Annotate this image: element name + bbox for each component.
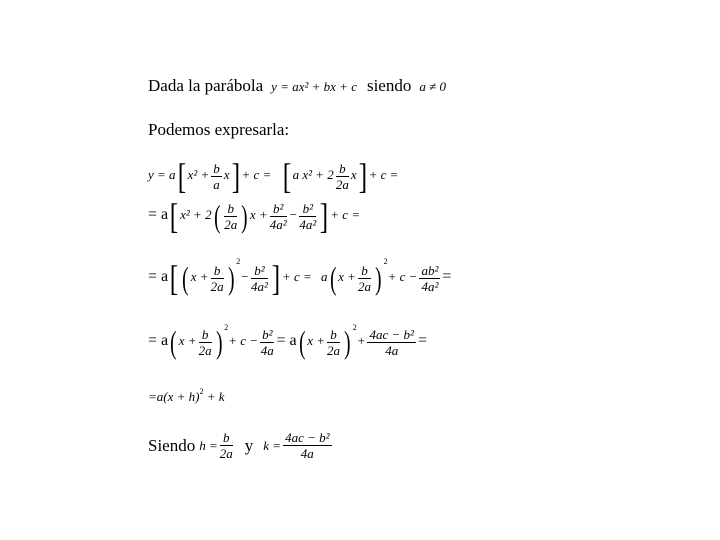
l3-b: x + xyxy=(190,268,209,284)
final-k-num: 4ac − b² xyxy=(285,430,330,445)
l3-close-paren: ) xyxy=(227,260,235,296)
l4-frac1-den: 2a xyxy=(198,342,212,358)
l4-a: = a xyxy=(148,331,169,349)
l1-c: x xyxy=(223,166,230,182)
final-line xyxy=(148,430,334,461)
l4-open-paren-2: ( xyxy=(298,324,306,360)
l1-d: + c = xyxy=(241,166,272,182)
l3-frac4 xyxy=(419,263,440,294)
l2-frac3 xyxy=(299,201,316,232)
l3-f: a xyxy=(321,268,328,284)
l3-close-bracket: ] xyxy=(271,258,281,298)
l4-open-paren: ( xyxy=(170,324,177,360)
l2-frac3-den: 4a² xyxy=(299,216,317,232)
l3-g: x + xyxy=(338,268,356,284)
l1-open-bracket: [ xyxy=(177,156,186,196)
l4-frac3-den: 2a xyxy=(327,342,341,358)
l1-frac1-num: b xyxy=(213,160,220,176)
l3-frac4-num: ab² xyxy=(421,262,439,278)
l1-frac1-den: a xyxy=(213,176,220,192)
intro-line xyxy=(148,77,446,95)
equation-line-4 xyxy=(148,323,427,360)
final-k-frac xyxy=(283,430,331,461)
equation-line-1 xyxy=(148,158,398,194)
l3-i: + c − xyxy=(387,268,418,284)
l1-g: x xyxy=(350,166,357,182)
l1-frac1 xyxy=(211,161,222,192)
l1-h: + c = xyxy=(368,166,399,182)
intro-condition: a ≠ 0 xyxy=(419,79,446,94)
l3-frac1-den: 2a xyxy=(210,278,224,294)
l3-j: = xyxy=(442,267,452,285)
l3-d: − xyxy=(240,268,250,284)
l4-e: = a xyxy=(276,331,297,349)
l3-frac1-num: b xyxy=(211,263,224,279)
l4-exp-2: 2 xyxy=(352,323,357,332)
l3-e: + c = xyxy=(281,268,312,284)
l3-frac2-den: 4a² xyxy=(251,278,268,294)
equation-line-5 xyxy=(148,387,225,404)
l2-frac1 xyxy=(224,201,237,232)
l1-b: x² + xyxy=(187,166,210,182)
l4-frac3 xyxy=(327,327,340,358)
l1-close-bracket-2: ] xyxy=(358,156,367,196)
l2-frac1-den: 2a xyxy=(224,216,238,232)
intro-siendo: siendo xyxy=(366,76,412,95)
l5-tail: + k xyxy=(206,389,225,404)
l5-exp: 2 xyxy=(199,387,204,396)
l3-frac3 xyxy=(358,263,371,294)
l4-exp-1: 2 xyxy=(224,323,229,332)
l4-h: + xyxy=(356,332,366,348)
l4-frac3-num: b xyxy=(327,327,340,343)
l1-e: a xyxy=(292,166,300,182)
l4-frac1 xyxy=(199,327,212,358)
l3-frac4-den: 4a² xyxy=(421,278,439,294)
l4-i: = xyxy=(417,331,427,349)
l2-d: − xyxy=(288,206,298,222)
l1-frac2-den: 2a xyxy=(335,176,349,192)
l4-frac4-num: 4ac − b² xyxy=(369,326,414,342)
equation-line-3 xyxy=(148,257,452,298)
l2-a: = a xyxy=(148,205,169,223)
l3-frac3-num: b xyxy=(358,263,371,279)
l4-frac2 xyxy=(260,327,274,358)
intro-text: Dada la parábola xyxy=(148,76,264,95)
l2-frac2-den: 4a² xyxy=(269,216,287,232)
l4-d: + c − xyxy=(228,332,259,348)
l2-c: x + xyxy=(249,206,268,222)
l1-a: y = a xyxy=(148,166,176,182)
l2-close-paren: ) xyxy=(241,198,248,234)
l3-exp-1: 2 xyxy=(236,257,241,266)
l2-close-bracket: ] xyxy=(320,196,329,236)
final-k: k = xyxy=(263,438,282,453)
l3-exp-2: 2 xyxy=(383,257,388,266)
l1-frac2 xyxy=(336,161,349,192)
l4-f: x + xyxy=(307,332,326,348)
l1-close-bracket: ] xyxy=(231,156,240,196)
l2-frac2-num: b² xyxy=(270,201,287,217)
express-text: Podemos expresarla: xyxy=(148,120,290,139)
l3-open-paren-2: ( xyxy=(329,260,337,296)
final-h: h = xyxy=(199,438,218,453)
l1-open-bracket-2: [ xyxy=(282,156,291,196)
l3-a: = a xyxy=(148,267,169,285)
final-h-den: 2a xyxy=(219,446,233,461)
l2-open-paren: ( xyxy=(213,198,221,234)
l3-close-paren-2: ) xyxy=(375,260,382,296)
l2-b: x² + 2 xyxy=(180,206,212,222)
l1-f: x² + 2 xyxy=(302,166,334,182)
l3-frac3-den: 2a xyxy=(357,278,371,294)
l2-open-bracket: [ xyxy=(169,196,179,236)
l3-open-paren: ( xyxy=(182,260,189,296)
l4-close-paren-2: ) xyxy=(344,324,351,360)
final-siendo: Siendo xyxy=(148,436,196,455)
l2-frac2 xyxy=(270,201,287,232)
equation-line-2 xyxy=(148,198,360,234)
l5-text: =a(x + h) xyxy=(148,389,200,404)
l4-frac4 xyxy=(367,327,415,358)
final-y: y xyxy=(244,436,254,455)
l2-frac3-num: b² xyxy=(299,201,316,217)
final-h-frac xyxy=(220,430,233,461)
l4-close-paren: ) xyxy=(215,324,223,360)
l3-frac2-num: b² xyxy=(251,263,268,279)
l2-e: + c = xyxy=(330,206,361,222)
l4-frac1-num: b xyxy=(199,327,212,343)
l3-frac1 xyxy=(211,263,224,294)
l2-frac1-num: b xyxy=(224,201,237,217)
l3-frac2 xyxy=(251,263,268,294)
intro-formula: y = ax² + bx + c xyxy=(271,79,357,94)
l4-b: x + xyxy=(178,332,197,348)
l4-frac4-den: 4a xyxy=(385,342,399,358)
l4-frac2-num: b² xyxy=(262,326,273,342)
final-h-num: b xyxy=(220,430,233,446)
l1-frac2-num: b xyxy=(336,161,349,177)
final-k-den: 4a xyxy=(300,446,314,461)
l3-open-bracket: [ xyxy=(169,258,179,298)
l4-frac2-den: 4a xyxy=(260,342,274,358)
